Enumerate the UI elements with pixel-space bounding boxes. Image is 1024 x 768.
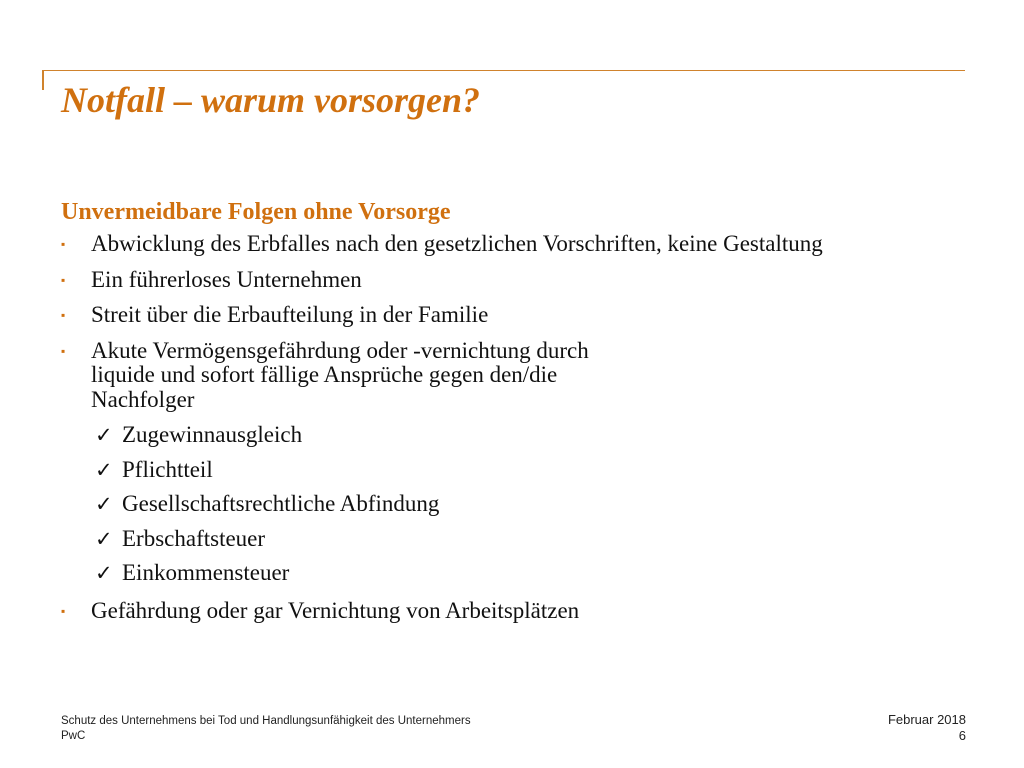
check-item bbox=[61, 423, 921, 448]
checkmark-icon: ✓ bbox=[95, 492, 113, 516]
slide-subtitle: Unvermeidbare Folgen ohne Vorsorge bbox=[61, 199, 451, 225]
square-bullet-icon: ▪ bbox=[61, 308, 66, 322]
square-bullet-icon: ▪ bbox=[61, 272, 66, 287]
checkmark-icon: ✓ bbox=[95, 561, 113, 585]
check-item bbox=[61, 527, 921, 552]
check-text: Zugewinnausgleich bbox=[122, 422, 303, 447]
checkmark-icon: ✓ bbox=[95, 423, 113, 447]
header-rule bbox=[42, 70, 965, 71]
square-bullet-icon: ▪ bbox=[61, 603, 66, 618]
check-text: Einkommensteuer bbox=[122, 560, 290, 585]
footer-presentation-title: Schutz des Unternehmens bei Tod und Handlungsunfähigkeit des Unternehmers bbox=[61, 715, 471, 727]
bullet-item bbox=[61, 599, 921, 624]
footer-company: PwC bbox=[61, 730, 86, 742]
check-item bbox=[61, 492, 921, 517]
page-number: 6 bbox=[958, 728, 966, 743]
checkmark-icon: ✓ bbox=[95, 526, 113, 551]
footer-right bbox=[888, 712, 966, 744]
check-text: Erbschaftsteuer bbox=[122, 525, 266, 551]
check-item bbox=[61, 561, 921, 586]
footer-date: Februar 2018 bbox=[887, 712, 966, 727]
bullet-text: Abwicklung des Erbfalles nach den gesetzlichen Vorschriften, keine Gestaltung bbox=[91, 231, 823, 256]
square-bullet-icon: ▪ bbox=[61, 343, 66, 358]
bullet-list bbox=[61, 232, 921, 634]
bullet-text: Akute Vermögensgefährdung oder -vernichtung durch liquide und sofort fällige Ansprüche gegen den/die Nachfolger bbox=[91, 337, 589, 412]
check-item bbox=[61, 458, 921, 483]
bullet-text: Ein führerloses Unternehmen bbox=[91, 266, 362, 292]
slide-title: Notfall – warum vorsorgen? bbox=[61, 80, 481, 120]
bullet-item bbox=[61, 339, 651, 413]
square-bullet-icon: ▪ bbox=[61, 237, 66, 251]
bullet-item bbox=[61, 268, 921, 293]
footer-left bbox=[61, 714, 471, 744]
checkmark-icon: ✓ bbox=[95, 457, 113, 482]
bullet-item bbox=[61, 303, 921, 328]
corner-accent bbox=[42, 70, 44, 90]
bullet-text: Streit über die Erbaufteilung in der Familie bbox=[91, 302, 489, 327]
bullet-item bbox=[61, 232, 921, 257]
check-text: Gesellschaftsrechtliche Abfindung bbox=[122, 491, 440, 516]
check-text: Pflichtteil bbox=[122, 456, 213, 482]
bullet-text: Gefährdung oder gar Vernichtung von Arbeitsplätzen bbox=[91, 597, 580, 623]
